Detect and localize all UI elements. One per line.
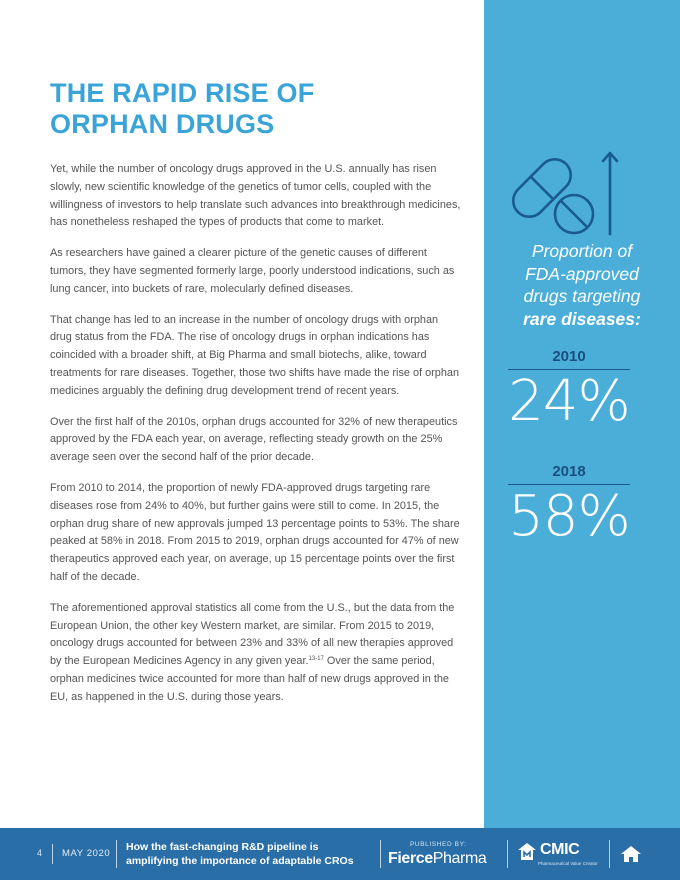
page-footer — [0, 828, 680, 880]
publisher-name: Pharma — [432, 850, 487, 867]
caption-line: Proportion of — [531, 241, 633, 261]
published-by-label: PUBLISHED BY: — [410, 841, 467, 848]
fiercepharma-logo[interactable] — [388, 850, 486, 868]
publication-date: MAY 2020 — [62, 848, 111, 859]
divider — [116, 840, 117, 868]
divider — [52, 844, 53, 864]
citation-superscript: 13-17 — [308, 656, 324, 663]
stat-year: 2010 — [508, 348, 630, 370]
divider — [380, 840, 381, 868]
paragraph: Yet, while the number of oncology drugs approved in the U.S. annually has risen slowly, new scientific knowledge of the genetics of tumor cells, coupled with the willingness of investors to help translate such advances into breakthrough medicines, has nonetheless reshaped the types of products that come to market. — [50, 163, 461, 229]
paragraph — [50, 600, 462, 707]
stat-value: 24% — [508, 369, 630, 434]
cmic-emblem-icon — [517, 842, 537, 862]
paragraph: From 2010 to 2014, the proportion of newly FDA-approved drugs targeting rare diseases rose from 24% to 40%, but further gains were still to come. In 2015, the orphan drug share of new approvals jumped 13 percentage points to 53%. The share peaked at 58% in 2018. From 2015 to 2019, orphan drugs accounted for 47% of new therapeutics approved each year, on average, up 15 percentage points over the first half of the decade. — [50, 481, 460, 583]
divider — [609, 840, 610, 868]
page-title — [50, 78, 450, 140]
document-title-line: amplifying the importance of adaptable CROs — [126, 855, 354, 867]
publisher-name: Fierce — [388, 850, 433, 867]
caption-line: drugs targeting — [523, 286, 641, 306]
cmic-logo[interactable]: CMIC — [540, 841, 580, 858]
pill-upward-arrow-icon — [506, 148, 626, 240]
paragraph: That change has led to an increase in the number of oncology drugs with orphan drug status from the FDA. The rise of oncology drugs in orphan indications has coincided with a broader shift, at Big Pharma and small biotechs, alike, toward treatments for rare diseases. Together, those two shifts have made the rise of orphan medicines arguably the defining drug development trend of recent years. — [50, 313, 460, 397]
stat-2018 — [508, 463, 630, 549]
caption-line: FDA-approved — [525, 263, 639, 284]
document-title-line: How the fast-changing R&D pipeline is — [126, 841, 319, 853]
cmic-tagline: Pharmaceutical Value Creator — [538, 861, 598, 866]
title-line-2: ORPHAN DRUGS — [50, 109, 275, 139]
title-line-1: THE RAPID RISE OF — [50, 78, 315, 108]
home-icon[interactable] — [620, 844, 642, 864]
stat-value: 58% — [508, 484, 630, 549]
paragraph-text: The aforementioned approval statistics all come from the U.S., but the data from the European Union, the other key Western market, are similar. From 2015 to 2019, oncology drugs accounted for between 23% and 33% of all new therapies approved by the European Medicines Agency in any given year. — [50, 601, 455, 668]
article-body — [50, 161, 462, 720]
paragraph: As researchers have gained a clearer picture of the genetic causes of different tumors, they have segmented formerly large, poorly understood indications, such as lung cancer, into buckets of rare, molecularly defined diseases. — [50, 247, 455, 295]
page-number: 4 — [37, 848, 43, 858]
stat-year: 2018 — [508, 463, 630, 485]
sidebar-caption — [496, 240, 668, 330]
stat-2010 — [508, 348, 630, 434]
document-title — [126, 840, 376, 868]
caption-emphasis: rare diseases: — [523, 308, 641, 329]
divider — [507, 840, 508, 868]
paragraph-text: Over the same period, orphan medicines twice accounted for more than half of new drugs approved in the EU, as happened in the U.S. during those years. — [50, 655, 449, 703]
paragraph: Over the first half of the 2010s, orphan drugs accounted for 32% of new therapeutics approved by the FDA each year, on average, reflecting steady growth on the 25% average seen over the second half of the prior decade. — [50, 415, 458, 464]
